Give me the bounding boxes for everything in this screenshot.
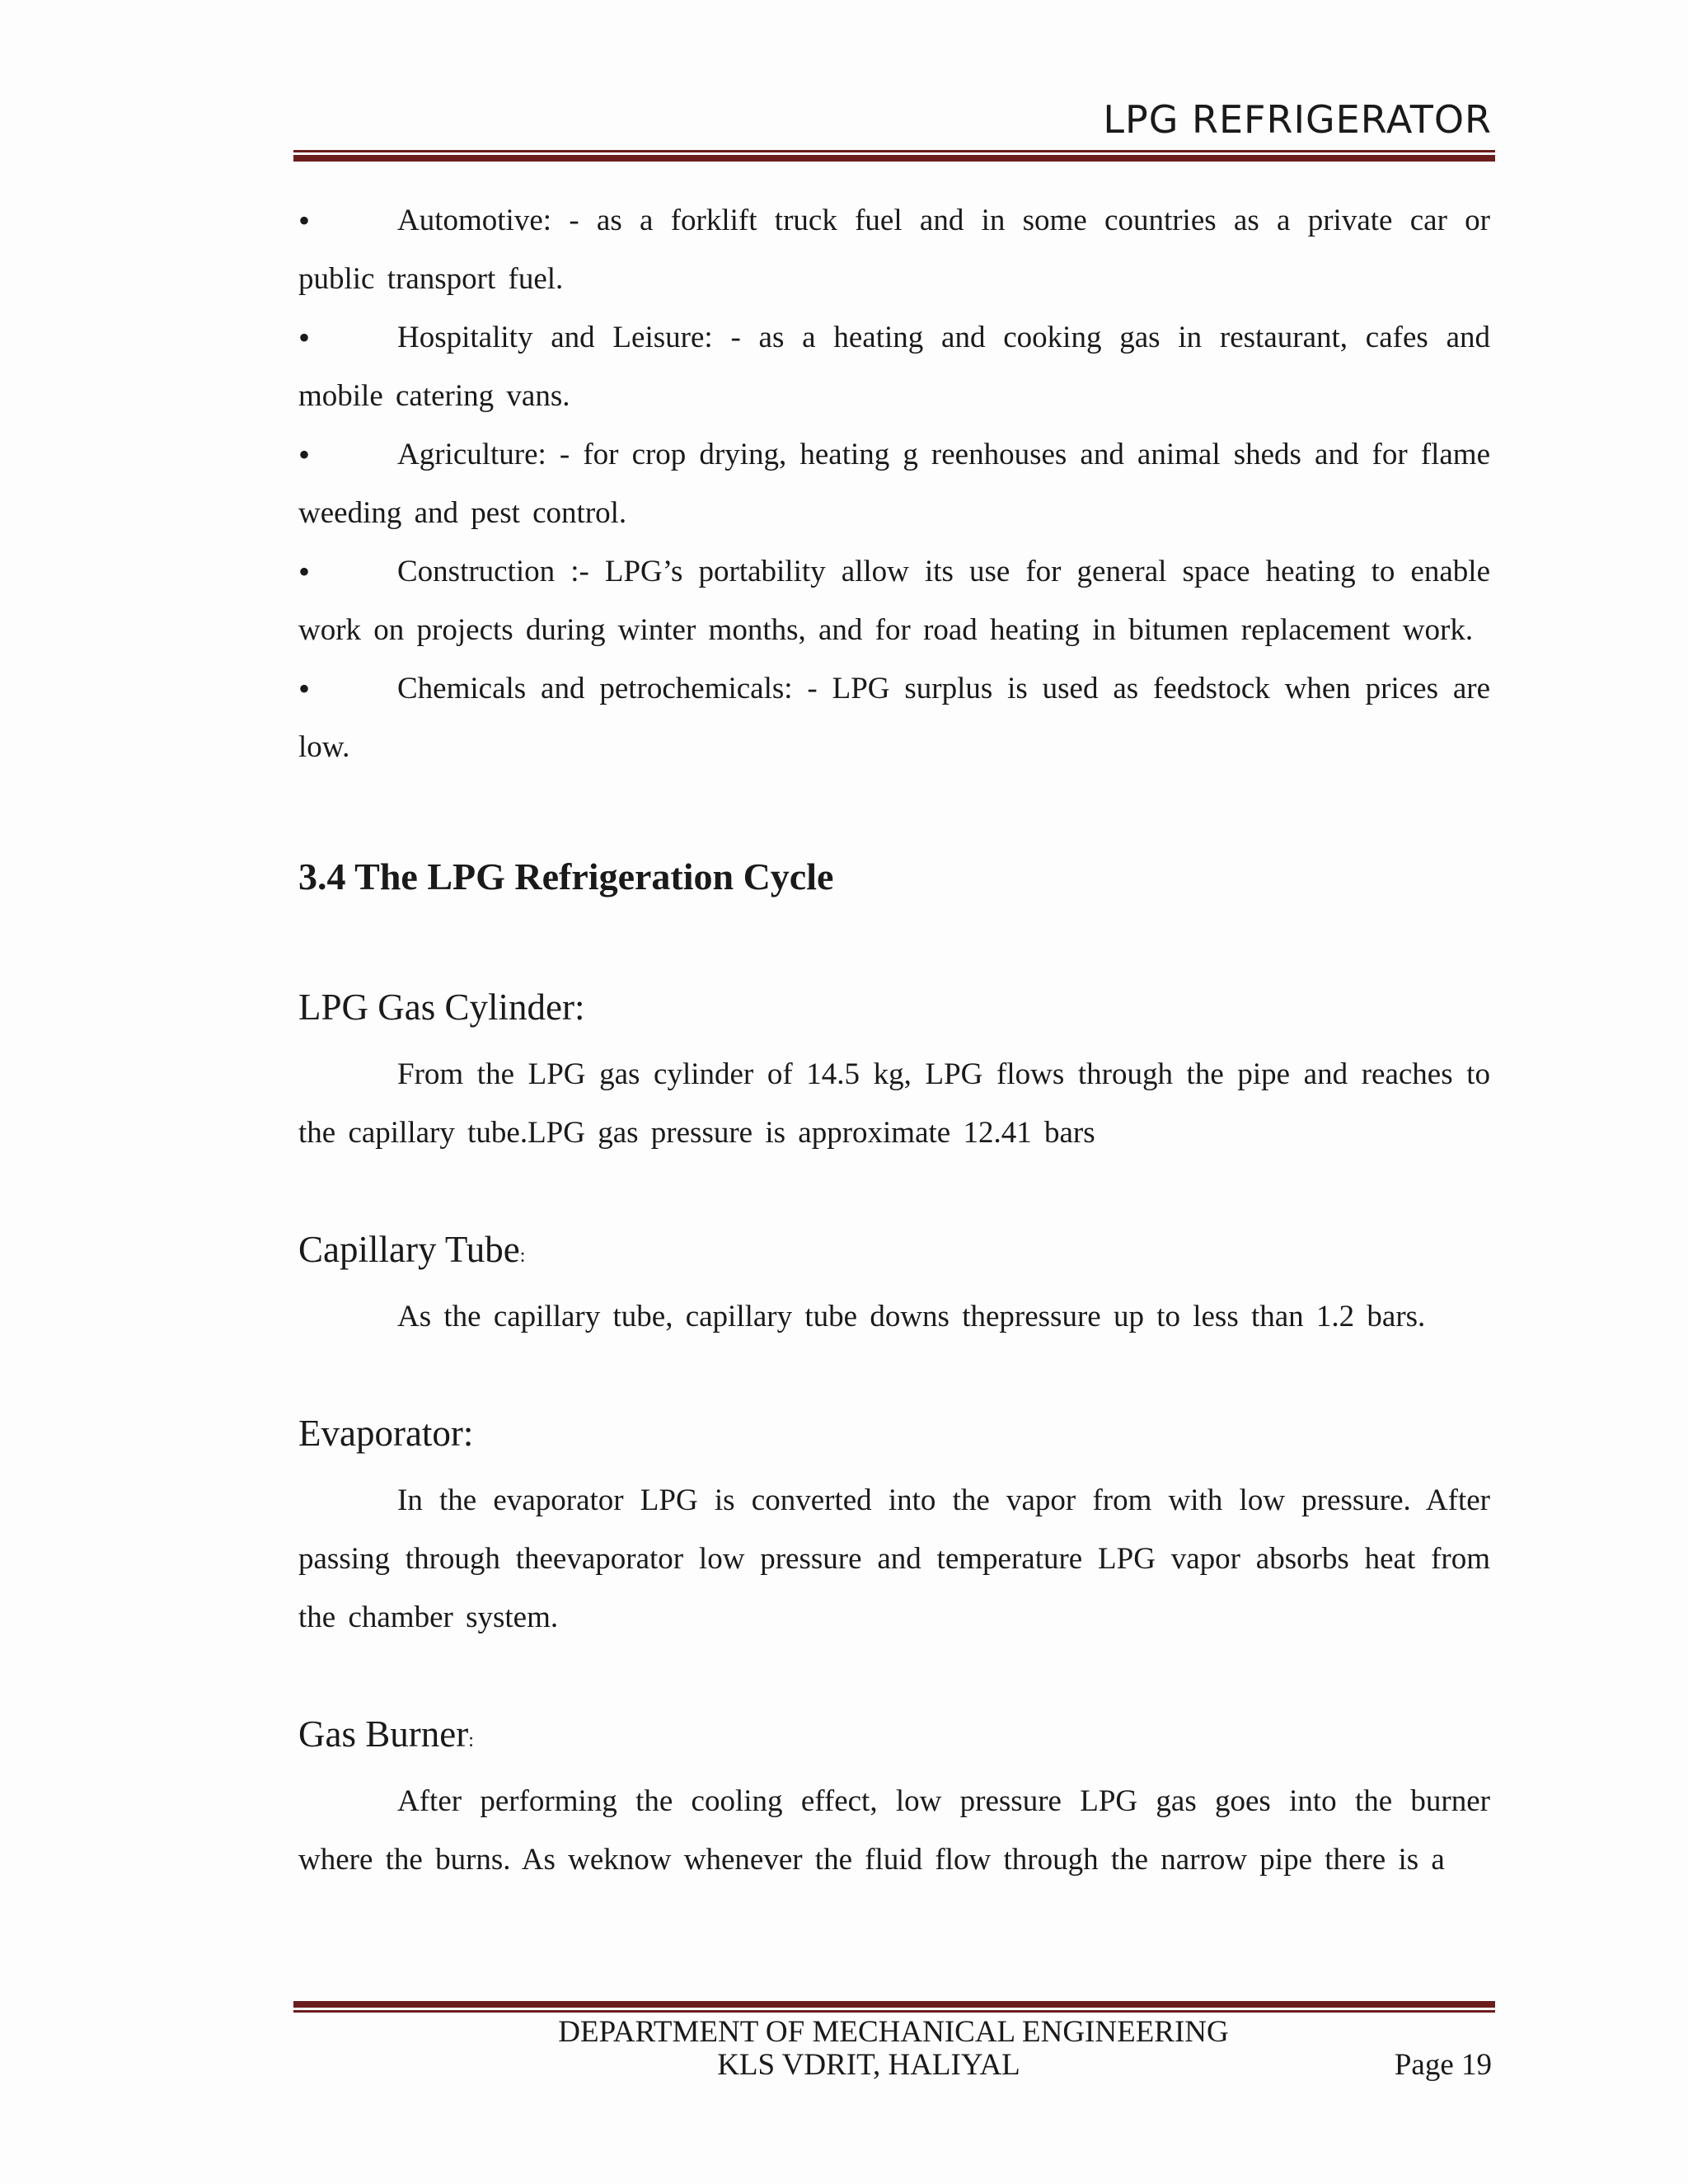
bullet-icon: • [298,319,311,356]
subsection-heading-lpg-gas-cylinder: LPG Gas Cylinder: [298,987,585,1028]
running-header-title: LPG REFRIGERATOR [1103,97,1492,142]
bullet-icon: • [298,202,311,239]
subsection-heading-capillary-tube: Capillary Tube: [298,1229,526,1270]
list-item-text: Automotive: - as a forklift truck fuel and in some countries as a private car or public transport fuel. [298,204,1490,296]
subsection-heading-evaporator: Evaporator: [298,1413,474,1454]
footer-department: DEPARTMENT OF MECHANICAL ENGINEERING [558,2015,1229,2049]
footer-rule [293,2001,1495,2013]
page-number: Page 19 [1394,2048,1492,2082]
list-item [298,191,1490,308]
list-item [298,542,1490,659]
list-item [298,425,1490,542]
subsection-heading-gas-burner: Gas Burner: [298,1713,474,1755]
list-item [298,308,1490,425]
list-item [298,659,1490,776]
paragraph-capillary-tube: As the capillary tube, capillary tube downs thepressure up to less than 1.2 bars. [397,1300,1426,1333]
paragraph-lpg-gas-cylinder: From the LPG gas cylinder of 14.5 kg, LPG flows through the pipe and reaches to the capillary tube.LPG gas pressure is approximate 12.41 bars [298,1057,1490,1150]
footer-institute: KLS VDRIT, HALIYAL [717,2048,1020,2082]
list-item-text: Chemicals and petrochemicals: - LPG surplus is used as feedstock when prices are low. [298,672,1490,764]
header-rule [293,150,1495,162]
bullet-icon: • [298,436,311,473]
bullet-icon: • [298,670,311,707]
paragraph-gas-burner: After performing the cooling effect, low pressure LPG gas goes into the burner where the burns. As weknow whenever the fluid flow through the narrow pipe there is a [298,1784,1490,1877]
paragraph-evaporator: In the evaporator LPG is converted into the vapor from with low pressure. After passing through theevaporator low pressure and temperature LPG vapor absorbs heat from the chamber system. [298,1483,1490,1634]
section-heading: 3.4 The LPG Refrigeration Cycle [298,855,834,898]
list-item-text: Construction :- LPG’s portability allow its use for general space heating to enable work on projects during winter months, and for road heating in bitumen replacement work. [298,555,1490,647]
bullet-icon: • [298,553,311,590]
bullet-list [298,191,1490,776]
list-item-text: Hospitality and Leisure: - as a heating and cooking gas in restaurant, cafes and mobile catering vans. [298,321,1490,413]
page-body [298,191,1490,1889]
list-item-text: Agriculture: - for crop drying, heating g reenhouses and animal sheds and for flame weeding and pest control. [298,438,1490,530]
